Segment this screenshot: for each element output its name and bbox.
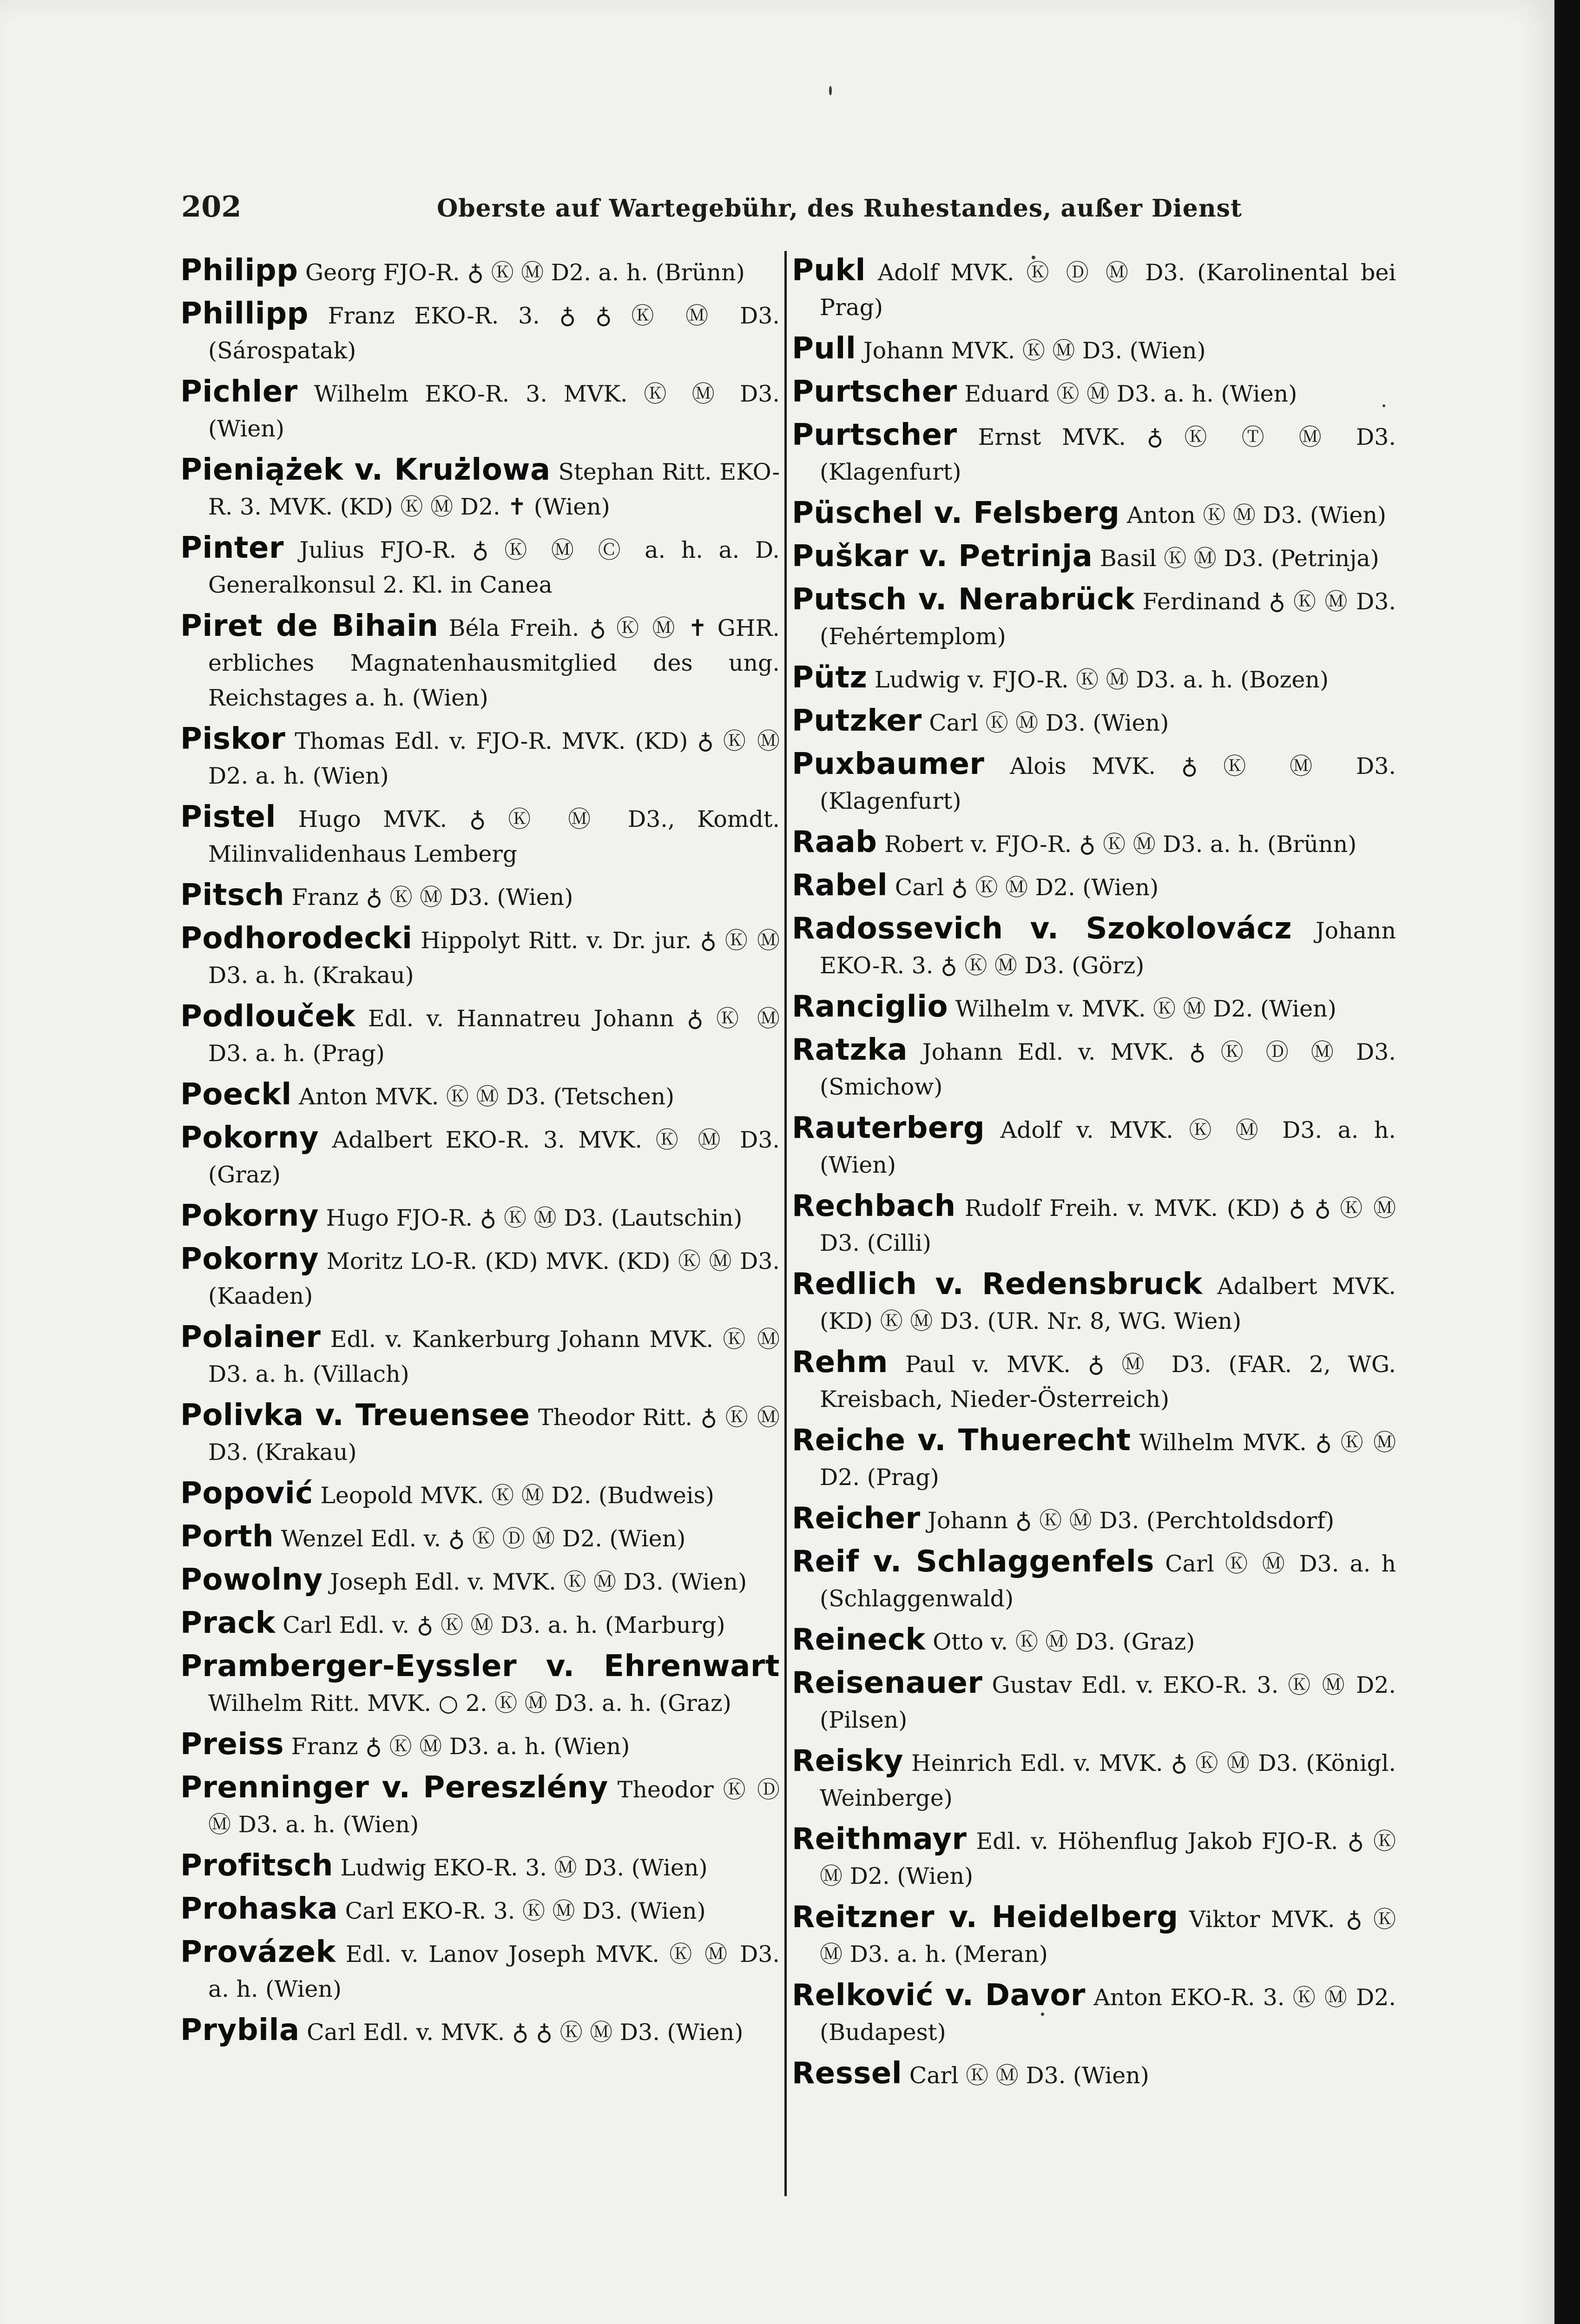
entry-details: Johann EKO-R. 3. ♁ Ⓚ Ⓜ D3. (Görz): [820, 918, 1396, 979]
register-entry: [792, 825, 1396, 862]
entry-details: Wilhelm v. MVK. Ⓚ Ⓜ D2. (Wien): [955, 996, 1336, 1022]
register-entry: [792, 1623, 1396, 1659]
register-entry: [180, 375, 780, 446]
entry-surname: Philipp: [180, 253, 298, 288]
entry-surname: Piskor: [180, 722, 286, 756]
entry-details: Johann MVK. Ⓚ Ⓜ D3. (Wien): [863, 337, 1206, 364]
register-entry: [792, 375, 1396, 411]
entry-details: Carl Ⓚ Ⓜ D3. a. h (Schlaggenwald): [820, 1551, 1396, 1612]
entry-details: Basil Ⓚ Ⓜ D3. (Petrinja): [1099, 545, 1379, 572]
register-entry: [792, 2056, 1396, 2093]
scan-speck: [1041, 2013, 1044, 2016]
entry-details: Ferdinand ♁ Ⓚ Ⓜ D3. (Fehértemplom): [820, 588, 1396, 650]
register-entry: [792, 539, 1396, 576]
register-entry: [792, 253, 1396, 325]
entry-details: Rudolf Freih. v. MVK. (KD) ♁ ♁ Ⓚ Ⓜ D3. (Cilli): [820, 1195, 1396, 1256]
entry-surname: Reiche v. Thuerecht: [792, 1423, 1131, 1458]
entry-surname: Powolny: [180, 1563, 323, 1597]
entry-surname: Prack: [180, 1606, 276, 1640]
entry-details: Thomas Edl. v. FJO-R. MVK. (KD) ♁ Ⓚ Ⓜ D2. a. h. (Wien): [208, 728, 780, 789]
register-entry: [792, 868, 1396, 905]
entry-surname: Phillipp: [180, 297, 309, 331]
entry-details: Hugo MVK. ♁ Ⓚ Ⓜ D3., Komdt. Milinvalidenhaus Lemberg: [208, 806, 780, 867]
entry-details: Edl. v. Hannatreu Johann ♁ Ⓚ Ⓜ D3. a. h. (Prag): [208, 1005, 780, 1067]
entry-surname: Profitsch: [180, 1849, 333, 1883]
register-entry: [180, 921, 780, 993]
entry-details: Franz ♁ Ⓚ Ⓜ D3. (Wien): [291, 884, 573, 911]
entry-details: Heinrich Edl. v. MVK. ♁ Ⓚ Ⓜ D3. (Königl. Weinberge): [820, 1750, 1396, 1811]
entry-surname: Polivka v. Treuensee: [180, 1398, 530, 1433]
entry-details: Ernst MVK. ♁ Ⓚ Ⓣ Ⓜ D3. (Klagenfurt): [820, 424, 1396, 485]
entry-surname: Rechbach: [792, 1189, 956, 1223]
entry-details: Carl Ⓚ Ⓜ D3. (Wien): [909, 2062, 1149, 2089]
entry-details: Anton EKO-R. 3. Ⓚ Ⓜ D2. (Budapest): [820, 1984, 1396, 2046]
entry-surname: Reitzner v. Heidelberg: [792, 1900, 1178, 1934]
entry-details: Carl Edl. v. ♁ Ⓚ Ⓜ D3. a. h. (Marburg): [283, 1612, 725, 1638]
entry-surname: Pieniążek v. Krużlowa: [180, 453, 551, 487]
entry-details: Wenzel Edl. v. ♁ Ⓚ Ⓓ Ⓜ D2. (Wien): [281, 1525, 686, 1552]
page-header: [181, 190, 1399, 231]
register-entry: [180, 609, 780, 715]
entry-surname: Reisenauer: [792, 1666, 983, 1700]
register-entry: [180, 1935, 780, 2007]
entry-surname: Rauterberg: [792, 1111, 985, 1145]
entry-surname: Popović: [180, 1476, 313, 1511]
entry-surname: Rehm: [792, 1345, 888, 1380]
entry-details: Johann ♁ Ⓚ Ⓜ D3. (Perchtoldsdorf): [928, 1507, 1335, 1534]
register-entry: [180, 1892, 780, 1928]
entry-details: Otto v. Ⓚ Ⓜ D3. (Graz): [933, 1629, 1195, 1655]
entry-details: Adalbert MVK. (KD) Ⓚ Ⓜ D3. (UR. Nr. 8, WG. Wien): [820, 1273, 1396, 1334]
entry-details: Hugo FJO-R. ♁ Ⓚ Ⓜ D3. (Lautschin): [326, 1205, 743, 1231]
register-entry: [180, 999, 780, 1071]
entry-surname: Piret de Bihain: [180, 609, 439, 643]
register-entry: [180, 1398, 780, 1470]
register-entry: [792, 1345, 1396, 1417]
entry-details: Wilhelm MVK. ♁ Ⓚ Ⓜ D2. (Prag): [820, 1429, 1396, 1491]
register-entry: [180, 531, 780, 602]
entry-details: Carl Ⓚ Ⓜ D3. (Wien): [929, 710, 1169, 736]
entry-details: Carl EKO-R. 3. Ⓚ Ⓜ D3. (Wien): [345, 1898, 706, 1924]
entry-surname: Reicher: [792, 1501, 921, 1536]
entry-details: Franz ♁ Ⓚ Ⓜ D3. a. h. (Wien): [291, 1733, 630, 1760]
entry-details: Paul v. MVK. ♁ Ⓜ D3. (FAR. 2, WG. Kreisbach, Nieder-Österreich): [820, 1351, 1396, 1413]
entry-surname: Puxbaumer: [792, 747, 985, 781]
entry-surname: Poeckl: [180, 1077, 292, 1112]
entry-surname: Ranciglio: [792, 990, 948, 1024]
entry-surname: Pramberger-Eyssler v. Ehrenwart: [180, 1649, 780, 1684]
register-entry: [180, 722, 780, 793]
register-entry: [180, 1649, 780, 1721]
entry-surname: Pokorny: [180, 1199, 319, 1233]
register-entry: [180, 1519, 780, 1556]
scan-speck: [1032, 256, 1035, 259]
entry-details: Theodor Ⓚ Ⓓ Ⓜ D3. a. h. (Wien): [208, 1776, 780, 1838]
entry-details: Adolf v. MVK. Ⓚ Ⓜ D3. a. h. (Wien): [820, 1117, 1396, 1178]
register-entry: [180, 2013, 780, 2050]
entry-surname: Reif v. Schlaggenfels: [792, 1545, 1155, 1579]
entry-surname: Polainer: [180, 1320, 321, 1354]
register-entry: [180, 1320, 780, 1392]
register-entry: [180, 1606, 780, 1643]
entry-surname: Prohaska: [180, 1892, 338, 1926]
register-entry: [792, 747, 1396, 819]
register-entry: [792, 418, 1396, 489]
entry-details: Eduard Ⓚ Ⓜ D3. a. h. (Wien): [964, 381, 1297, 407]
entry-details: Theodor Ritt. ♁ Ⓚ Ⓜ D3. (Krakau): [208, 1404, 780, 1466]
register-entry: [180, 1077, 780, 1114]
entry-details: Franz EKO-R. 3. ♁ ♁ Ⓚ Ⓜ D3. (Sárospatak): [208, 303, 780, 364]
register-entry: [180, 1242, 780, 1314]
entry-surname: Provázek: [180, 1935, 336, 1969]
entry-details: Edl. v. Kankerburg Johann MVK. Ⓚ Ⓜ D3. a. h. (Villach): [208, 1326, 780, 1387]
entry-surname: Purtscher: [792, 375, 957, 409]
entry-details: Anton MVK. Ⓚ Ⓜ D3. (Tetschen): [299, 1083, 675, 1110]
entry-surname: Pinter: [180, 531, 284, 565]
entry-surname: Puškar v. Petrinja: [792, 539, 1093, 574]
register-entry: [180, 1770, 780, 1842]
scan-speck: [1382, 404, 1385, 407]
entry-surname: Pitsch: [180, 878, 285, 912]
register-entry: [792, 1501, 1396, 1538]
register-entry: [792, 704, 1396, 740]
register-entry: [180, 297, 780, 368]
entry-details: Wilhelm Ritt. MVK. ○ 2. Ⓚ Ⓜ D3. a. h. (Graz): [208, 1690, 731, 1717]
entry-surname: Preiss: [180, 1727, 284, 1762]
entry-details: Edl. v. Lanov Joseph MVK. Ⓚ Ⓜ D3. a. h. (Wien): [208, 1941, 780, 2002]
register-entry: [792, 1033, 1396, 1104]
entry-details: Stephan Ritt. EKO-R. 3. MVK. (KD) Ⓚ Ⓜ D2. ✝ (Wien): [208, 459, 780, 520]
entry-details: Edl. v. Höhenflug Jakob FJO-R. ♁ Ⓚ Ⓜ D2. (Wien): [820, 1828, 1396, 1889]
entry-surname: Pokorny: [180, 1242, 319, 1276]
entry-surname: Prenninger v. Pereszlény: [180, 1770, 608, 1805]
register-entry: [792, 1545, 1396, 1616]
entry-surname: Prybila: [180, 2013, 300, 2047]
register-entry: [792, 1900, 1396, 1972]
register-entry: [792, 1111, 1396, 1182]
entry-surname: Reineck: [792, 1623, 926, 1657]
entry-details: Carl ♁ Ⓚ Ⓜ D2. (Wien): [895, 874, 1159, 901]
register-entry: [792, 660, 1396, 697]
register-entry: [180, 1121, 780, 1192]
entry-details: Carl Edl. v. MVK. ♁ ♁ Ⓚ Ⓜ D3. (Wien): [307, 2019, 744, 2046]
register-entry: [792, 911, 1396, 983]
running-title: Oberste auf Wartegebühr, des Ruhestandes, außer Dienst: [437, 194, 1242, 223]
entry-details: Béla Freih. ♁ Ⓚ Ⓜ ✝ GHR. erbliches Magnatenhausmitglied des ung. Reichstages a. h. (Wien): [208, 615, 780, 711]
entry-surname: Porth: [180, 1519, 274, 1554]
register-entry: [792, 1978, 1396, 2050]
entry-details: Wilhelm EKO-R. 3. MVK. Ⓚ Ⓜ D3. (Wien): [208, 381, 780, 442]
register-entry: [792, 1822, 1396, 1894]
entry-details: Viktor MVK. ♁ Ⓚ Ⓜ D3. a. h. (Meran): [820, 1906, 1396, 1967]
register-entry: [180, 253, 780, 290]
entry-details: Hippolyt Ritt. v. Dr. jur. ♁ Ⓚ Ⓜ D3. a. h. (Krakau): [208, 927, 780, 989]
register-entry: [792, 1267, 1396, 1339]
register-entry: [180, 800, 780, 872]
register-entry: [792, 496, 1396, 533]
entry-details: Gustav Edl. v. EKO-R. 3. Ⓚ Ⓜ D2. (Pilsen): [820, 1672, 1396, 1733]
entry-surname: Ressel: [792, 2056, 902, 2091]
register-entry: [792, 582, 1396, 654]
entry-details: Adolf MVK. Ⓚ Ⓓ Ⓜ D3. (Karolinental bei Prag): [820, 259, 1396, 321]
entry-details: Georg FJO-R. ♁ Ⓚ Ⓜ D2. a. h. (Brünn): [305, 259, 745, 286]
register-entry: [180, 1476, 780, 1513]
register-entry: [180, 1563, 780, 1599]
entry-surname: Putsch v. Nerabrück: [792, 582, 1135, 617]
entry-surname: Pull: [792, 331, 856, 366]
entry-details: Ludwig EKO-R. 3. Ⓜ D3. (Wien): [340, 1855, 708, 1881]
register-entry: [792, 1744, 1396, 1816]
register-entry: [180, 1727, 780, 1764]
entry-details: Robert v. FJO-R. ♁ Ⓚ Ⓜ D3. a. h. (Brünn): [884, 831, 1357, 858]
entry-details: Ludwig v. FJO-R. Ⓚ Ⓜ D3. a. h. (Bozen): [874, 667, 1329, 693]
entry-surname: Putzker: [792, 704, 922, 738]
entry-details: Adalbert EKO-R. 3. MVK. Ⓚ Ⓜ D3. (Graz): [208, 1127, 780, 1188]
register-entry: [792, 331, 1396, 368]
entry-details: Julius FJO-R. ♁ Ⓚ Ⓜ Ⓒ a. h. a. D. Generalkonsul 2. Kl. in Canea: [208, 537, 780, 598]
page-number: 202: [181, 190, 242, 224]
entry-details: Leopold MVK. Ⓚ Ⓜ D2. (Budweis): [320, 1482, 714, 1509]
entry-surname: Raab: [792, 825, 877, 859]
entry-surname: Radossevich v. Szokolovácz: [792, 911, 1292, 946]
entry-surname: Pokorny: [180, 1121, 319, 1155]
entry-surname: Podhorodecki: [180, 921, 413, 956]
register-entry: [180, 1849, 780, 1885]
register-entry: [792, 990, 1396, 1026]
column-divider: [784, 251, 787, 2196]
register-entry: [180, 878, 780, 915]
entry-surname: Reisky: [792, 1744, 903, 1778]
register-entry: [792, 1666, 1396, 1737]
entry-details: Johann Edl. v. MVK. ♁ Ⓚ Ⓓ Ⓜ D3. (Smichow): [820, 1039, 1396, 1100]
left-column: [180, 253, 780, 2056]
entry-details: Alois MVK. ♁ Ⓚ Ⓜ D3. (Klagenfurt): [820, 753, 1396, 814]
entry-details: Moritz LO-R. (KD) MVK. (KD) Ⓚ Ⓜ D3. (Kaaden): [208, 1248, 780, 1309]
entry-surname: Redlich v. Redensbruck: [792, 1267, 1203, 1301]
entry-surname: Relković v. Davor: [792, 1978, 1086, 2013]
entry-surname: Pukl: [792, 253, 866, 288]
register-entry: [792, 1423, 1396, 1495]
register-entry: [792, 1189, 1396, 1261]
entry-surname: Pütz: [792, 660, 868, 695]
entry-surname: Pichler: [180, 375, 298, 409]
entry-details: Anton Ⓚ Ⓜ D3. (Wien): [1127, 502, 1387, 528]
entry-surname: Purtscher: [792, 418, 957, 452]
entry-details: Joseph Edl. v. MVK. Ⓚ Ⓜ D3. (Wien): [330, 1569, 747, 1595]
register-entry: [180, 453, 780, 524]
entry-surname: Rabel: [792, 868, 888, 903]
entry-surname: Podlouček: [180, 999, 356, 1034]
register-entry: [180, 1199, 780, 1235]
entry-surname: Püschel v. Felsberg: [792, 496, 1120, 530]
entry-surname: Reithmayr: [792, 1822, 967, 1856]
scan-speck: [829, 86, 832, 95]
right-column: [792, 253, 1396, 2100]
entry-surname: Pistel: [180, 800, 276, 834]
entry-surname: Ratzka: [792, 1033, 908, 1067]
